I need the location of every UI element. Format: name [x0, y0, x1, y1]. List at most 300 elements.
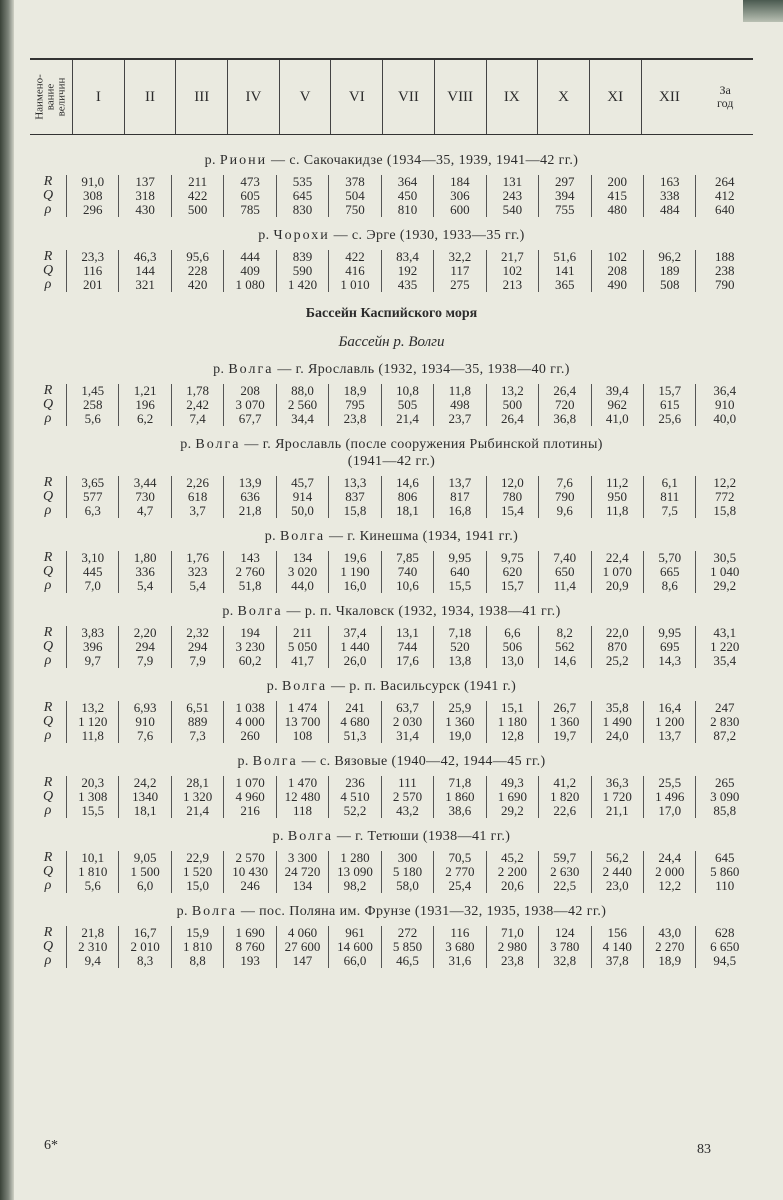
- table-cell: 12,2: [713, 475, 737, 490]
- table-cell: 22,6: [553, 803, 577, 818]
- table-cell: 17,6: [396, 653, 419, 668]
- station-heading: [30, 227, 753, 244]
- table-cell: 7,4: [189, 411, 206, 426]
- month-column: [591, 250, 643, 292]
- station-prefix: р.: [222, 604, 238, 619]
- station-prefix: р.: [266, 679, 282, 694]
- row-label: R: [43, 249, 53, 264]
- month-column: [66, 384, 118, 426]
- table-cell: 24,4: [658, 850, 682, 865]
- table-cell: 96,2: [658, 249, 682, 264]
- table-cell: 46,5: [396, 953, 419, 968]
- row-label: Q: [42, 489, 54, 504]
- month-column: [643, 175, 695, 217]
- table-cell: 10,8: [396, 383, 419, 398]
- row-labels: [30, 776, 66, 818]
- table-cell: 1 440: [340, 639, 370, 654]
- table-cell: 18,1: [396, 503, 419, 518]
- table-cell: 772: [714, 489, 735, 504]
- month-column: [223, 476, 275, 518]
- river-name: Волга: [228, 362, 274, 377]
- month-column: [276, 926, 328, 968]
- table-cell: 22,4: [605, 550, 629, 565]
- table-cell: 5,70: [658, 550, 682, 565]
- table-cell: 9,4: [84, 953, 101, 968]
- table-cell: 1 810: [183, 939, 213, 954]
- month-column: [171, 384, 223, 426]
- table-cell: 243: [502, 188, 523, 203]
- month-column: [171, 175, 223, 217]
- month-column: [433, 476, 485, 518]
- table-cell: 795: [345, 397, 365, 412]
- month-column: [643, 701, 695, 743]
- month-column: [538, 776, 590, 818]
- table-cell: 26,4: [553, 383, 577, 398]
- table-cell: 422: [345, 249, 365, 264]
- month-column: [381, 626, 433, 668]
- table-cell: 15,1: [500, 700, 524, 715]
- row-label: ρ: [44, 277, 52, 292]
- table-cell: 19,0: [448, 728, 472, 743]
- table-cell: 7,5: [661, 503, 678, 518]
- table-cell: 110: [715, 878, 735, 893]
- month-column: [66, 250, 118, 292]
- month-column: [118, 926, 170, 968]
- month-column: [591, 776, 643, 818]
- year-column: [695, 851, 753, 893]
- table-cell: 520: [450, 639, 470, 654]
- table-cell: 9,95: [658, 625, 682, 640]
- table-cell: 258: [82, 397, 103, 412]
- table-cell: 43,0: [658, 925, 682, 940]
- month-column: [433, 551, 485, 593]
- table-cell: 500: [187, 202, 208, 217]
- table-cell: 1 690: [497, 789, 527, 804]
- table-cell: 294: [187, 639, 208, 654]
- table-cell: 13,2: [81, 700, 105, 715]
- month-column: [223, 776, 275, 818]
- month-column: [171, 476, 223, 518]
- month-column: [276, 701, 328, 743]
- table-cell: 1 720: [602, 789, 632, 804]
- table-cell: 2 980: [497, 939, 527, 954]
- table-cell: 2 030: [392, 714, 423, 729]
- table-cell: 13,7: [448, 475, 472, 490]
- table-cell: 740: [397, 564, 418, 579]
- table-cell: 241: [345, 700, 365, 715]
- month-column: [118, 384, 170, 426]
- table-cell: 14,6: [553, 653, 577, 668]
- table-cell: 7,18: [448, 625, 472, 640]
- table-cell: 1,76: [186, 550, 209, 565]
- table-cell: 8 760: [235, 939, 265, 954]
- month-column: [538, 384, 590, 426]
- month-column: [223, 175, 275, 217]
- month-column: [171, 701, 223, 743]
- table-cell: 51,3: [343, 728, 367, 743]
- table-cell: 40,0: [713, 411, 737, 426]
- month-column: [328, 926, 380, 968]
- station-heading: [30, 678, 753, 695]
- header-month: V: [280, 60, 332, 134]
- basin-heading: Бассейн Каспийского моря: [305, 306, 478, 321]
- table-cell: 364: [397, 174, 418, 189]
- month-column: [118, 175, 170, 217]
- table-cell: 21,1: [605, 803, 629, 818]
- month-column: [118, 250, 170, 292]
- month-column: [118, 851, 170, 893]
- table-cell: 306: [450, 188, 470, 203]
- year-column: [695, 384, 753, 426]
- table-cell: 11,8: [81, 728, 104, 743]
- row-label: Q: [42, 188, 54, 203]
- table-cell: 15,0: [186, 878, 209, 893]
- table-cell: 11,8: [606, 503, 629, 518]
- table-cell: 208: [607, 263, 627, 278]
- station-data-table: [30, 701, 753, 743]
- station-prefix: р.: [180, 437, 196, 452]
- table-cell: 36,8: [553, 411, 577, 426]
- table-cell: 9,6: [556, 503, 573, 518]
- table-cell: 9,95: [448, 550, 472, 565]
- table-cell: 26,4: [500, 411, 524, 426]
- month-column: [171, 851, 223, 893]
- table-cell: 409: [240, 263, 260, 278]
- table-cell: 71,8: [448, 775, 472, 790]
- table-cell: 1 474: [287, 700, 318, 715]
- table-cell: 600: [450, 202, 470, 217]
- table-cell: 8,6: [661, 578, 678, 593]
- table-cell: 500: [502, 397, 523, 412]
- table-cell: 32,2: [448, 249, 472, 264]
- month-column: [643, 851, 695, 893]
- table-cell: 4 680: [340, 714, 370, 729]
- river-name: Риони: [219, 153, 268, 168]
- month-column: [381, 776, 433, 818]
- table-cell: 25,9: [448, 700, 472, 715]
- table-cell: 297: [555, 174, 575, 189]
- table-cell: 3 090: [710, 789, 740, 804]
- table-cell: 5,6: [84, 411, 101, 426]
- row-label: R: [43, 383, 53, 398]
- table-cell: 13,2: [500, 383, 524, 398]
- table-cell: 29,2: [713, 578, 737, 593]
- table-cell: 95,6: [186, 249, 209, 264]
- table-cell: 430: [135, 202, 155, 217]
- table-cell: 640: [714, 202, 735, 217]
- table-cell: 3,83: [81, 625, 105, 640]
- month-column: [66, 476, 118, 518]
- table-cell: 36,4: [713, 383, 737, 398]
- month-column: [328, 476, 380, 518]
- table-cell: 141: [555, 263, 575, 278]
- month-column: [66, 926, 118, 968]
- table-cell: 246: [240, 878, 260, 893]
- table-cell: 124: [555, 925, 575, 940]
- table-cell: 34,4: [291, 411, 314, 426]
- table-cell: 37,8: [605, 953, 629, 968]
- row-label: R: [43, 850, 53, 865]
- table-cell: 1340: [132, 789, 159, 804]
- table-cell: 22,9: [186, 850, 209, 865]
- table-cell: 3 070: [235, 397, 265, 412]
- table-cell: 51,8: [238, 578, 262, 593]
- month-column: [171, 626, 223, 668]
- station-heading: [30, 828, 753, 845]
- row-label: ρ: [44, 503, 52, 518]
- month-column: [643, 776, 695, 818]
- table-cell: 18,1: [133, 803, 157, 818]
- month-column: [538, 701, 590, 743]
- table-cell: 5 050: [287, 639, 318, 654]
- table-cell: 196: [135, 397, 155, 412]
- table-cell: 338: [659, 188, 680, 203]
- table-cell: 3,44: [133, 475, 157, 490]
- table-cell: 300: [397, 850, 418, 865]
- table-cell: 3 680: [445, 939, 475, 954]
- table-cell: 4,7: [137, 503, 154, 518]
- table-cell: 484: [659, 202, 680, 217]
- month-column: [538, 175, 590, 217]
- month-column: [328, 551, 380, 593]
- month-column: [171, 250, 223, 292]
- table-cell: 785: [240, 202, 260, 217]
- table-cell: 238: [714, 263, 735, 278]
- month-column: [118, 551, 170, 593]
- table-cell: 15,8: [343, 503, 367, 518]
- month-column: [433, 250, 485, 292]
- table-cell: 16,0: [343, 578, 367, 593]
- table-cell: 16,4: [658, 700, 682, 715]
- header-month: II: [125, 60, 177, 134]
- month-column: [486, 701, 538, 743]
- table-cell: 13,3: [343, 475, 367, 490]
- table-cell: 323: [187, 564, 208, 579]
- table-cell: 50,0: [291, 503, 314, 518]
- table-cell: 11,2: [606, 475, 629, 490]
- table-cell: 620: [502, 564, 523, 579]
- month-column: [381, 851, 433, 893]
- river-name: Волга: [287, 829, 333, 844]
- table-cell: 1 010: [340, 277, 370, 292]
- month-column: [486, 851, 538, 893]
- month-column: [433, 701, 485, 743]
- table-cell: 412: [714, 188, 735, 203]
- header-month: VII: [383, 60, 435, 134]
- month-column: [381, 250, 433, 292]
- row-label: Q: [42, 564, 54, 579]
- row-labels: [30, 175, 66, 217]
- table-cell: 41,2: [553, 775, 577, 790]
- table-cell: 1 038: [235, 700, 265, 715]
- table-cell: 1,80: [133, 550, 157, 565]
- table-cell: 780: [502, 489, 523, 504]
- table-cell: 208: [240, 383, 260, 398]
- table-cell: 830: [292, 202, 313, 217]
- table-cell: 188: [714, 249, 735, 264]
- table-cell: 4 960: [235, 789, 265, 804]
- station-heading: [30, 903, 753, 920]
- row-label: R: [43, 174, 53, 189]
- table-cell: 811: [660, 489, 680, 504]
- table-cell: 23,8: [343, 411, 367, 426]
- table-cell: 961: [345, 925, 365, 940]
- month-column: [328, 626, 380, 668]
- table-cell: 1,78: [186, 383, 209, 398]
- table-cell: 2 270: [655, 939, 685, 954]
- month-column: [276, 175, 328, 217]
- table-cell: 116: [450, 925, 470, 940]
- station-heading: [30, 152, 753, 169]
- station-location: — г. Кинешма (1934, 1941 гг.): [325, 529, 519, 544]
- table-cell: 562: [555, 639, 575, 654]
- table-cell: 15,7: [500, 578, 524, 593]
- table-cell: 2 440: [602, 864, 632, 879]
- table-cell: 12 480: [284, 789, 321, 804]
- table-cell: 56,2: [605, 850, 629, 865]
- table-cell: 10,6: [396, 578, 419, 593]
- table-cell: 85,8: [713, 803, 737, 818]
- year-column: [695, 250, 753, 292]
- month-column: [328, 175, 380, 217]
- table-cell: 24,0: [605, 728, 629, 743]
- table-cell: 870: [607, 639, 627, 654]
- table-cell: 15,4: [500, 503, 524, 518]
- table-cell: 31,6: [448, 953, 472, 968]
- table-cell: 20,9: [605, 578, 629, 593]
- station-location: — р. п. Васильсурск (1941 г.): [327, 679, 517, 694]
- month-column: [171, 551, 223, 593]
- table-cell: 473: [240, 174, 260, 189]
- table-cell: 1 810: [78, 864, 108, 879]
- table-cell: 422: [187, 188, 208, 203]
- table-cell: 36,3: [605, 775, 629, 790]
- row-label: Q: [42, 789, 54, 804]
- table-cell: 147: [292, 953, 313, 968]
- year-column: [695, 476, 753, 518]
- table-cell: 23,3: [81, 249, 105, 264]
- table-cell: 1 860: [445, 789, 475, 804]
- month-column: [433, 851, 485, 893]
- header-month: VIII: [435, 60, 487, 134]
- table-cell: 49,3: [500, 775, 524, 790]
- year-column: [695, 626, 753, 668]
- table-cell: 1 120: [78, 714, 108, 729]
- table-cell: 20,3: [81, 775, 105, 790]
- table-cell: 394: [555, 188, 575, 203]
- table-cell: 43,2: [396, 803, 419, 818]
- month-column: [591, 384, 643, 426]
- month-column: [538, 551, 590, 593]
- month-column: [276, 851, 328, 893]
- table-cell: 504: [345, 188, 365, 203]
- table-cell: 5 180: [392, 864, 423, 879]
- table-cell: 134: [292, 550, 313, 565]
- month-column: [223, 701, 275, 743]
- table-cell: 755: [555, 202, 575, 217]
- station-prefix: р.: [204, 153, 220, 168]
- table-cell: 6 650: [710, 939, 740, 954]
- table-cell: 790: [555, 489, 575, 504]
- table-cell: 30,5: [713, 550, 737, 565]
- month-column: [66, 626, 118, 668]
- month-column: [381, 476, 433, 518]
- table-cell: 194: [240, 625, 260, 640]
- month-column: [486, 776, 538, 818]
- table-cell: 66,0: [343, 953, 367, 968]
- month-column: [538, 626, 590, 668]
- row-label: ρ: [44, 653, 52, 668]
- month-column: [118, 776, 170, 818]
- table-cell: 540: [502, 202, 523, 217]
- table-cell: 744: [397, 639, 418, 654]
- table-cell: 420: [187, 277, 208, 292]
- table-cell: 480: [607, 202, 627, 217]
- table-cell: 15,5: [81, 803, 105, 818]
- table-cell: 2 570: [235, 850, 265, 865]
- row-label: Q: [42, 639, 54, 654]
- table-cell: 2 830: [710, 714, 740, 729]
- table-cell: 605: [240, 188, 260, 203]
- table-cell: 3 300: [287, 850, 318, 865]
- table-cell: 144: [135, 263, 155, 278]
- table-cell: 8,3: [137, 953, 154, 968]
- table-cell: 3,7: [189, 503, 206, 518]
- table-cell: 498: [450, 397, 470, 412]
- table-cell: 143: [240, 550, 260, 565]
- station-data-table: [30, 851, 753, 893]
- table-cell: 25,5: [658, 775, 682, 790]
- row-label: ρ: [44, 878, 52, 893]
- table-cell: 16,7: [133, 925, 157, 940]
- month-column: [171, 776, 223, 818]
- signature-mark: 6*: [44, 1138, 58, 1153]
- table-cell: 1 190: [340, 564, 370, 579]
- table-cell: 508: [659, 277, 680, 292]
- table-cell: 35,4: [713, 653, 737, 668]
- table-cell: 111: [398, 775, 417, 790]
- table-cell: 1 200: [655, 714, 685, 729]
- table-cell: 18,9: [343, 383, 367, 398]
- table-cell: 13 700: [284, 714, 321, 729]
- table-cell: 837: [345, 489, 365, 504]
- river-name: Волга: [195, 437, 241, 452]
- station-location: — с. Вязовые (1940—42, 1944—45 гг.): [297, 754, 546, 769]
- table-cell: 31,4: [396, 728, 419, 743]
- table-cell: 118: [293, 803, 313, 818]
- row-labels: [30, 851, 66, 893]
- table-cell: 4 510: [340, 789, 370, 804]
- month-column: [486, 476, 538, 518]
- row-label: ρ: [44, 578, 52, 593]
- month-column: [538, 926, 590, 968]
- table-cell: 15,5: [448, 578, 472, 593]
- table-cell: 83,4: [396, 249, 419, 264]
- month-column: [381, 551, 433, 593]
- table-cell: 1 490: [602, 714, 632, 729]
- table-cell: 10,1: [81, 850, 105, 865]
- table-cell: 87,2: [713, 728, 737, 743]
- table-cell: 117: [450, 263, 470, 278]
- month-column: [118, 626, 170, 668]
- month-column: [591, 626, 643, 668]
- table-cell: 9,05: [133, 850, 157, 865]
- table-cell: 810: [397, 202, 418, 217]
- month-column: [118, 701, 170, 743]
- river-name: Волга: [237, 604, 283, 619]
- table-cell: 6,0: [137, 878, 154, 893]
- header-month: I: [73, 60, 125, 134]
